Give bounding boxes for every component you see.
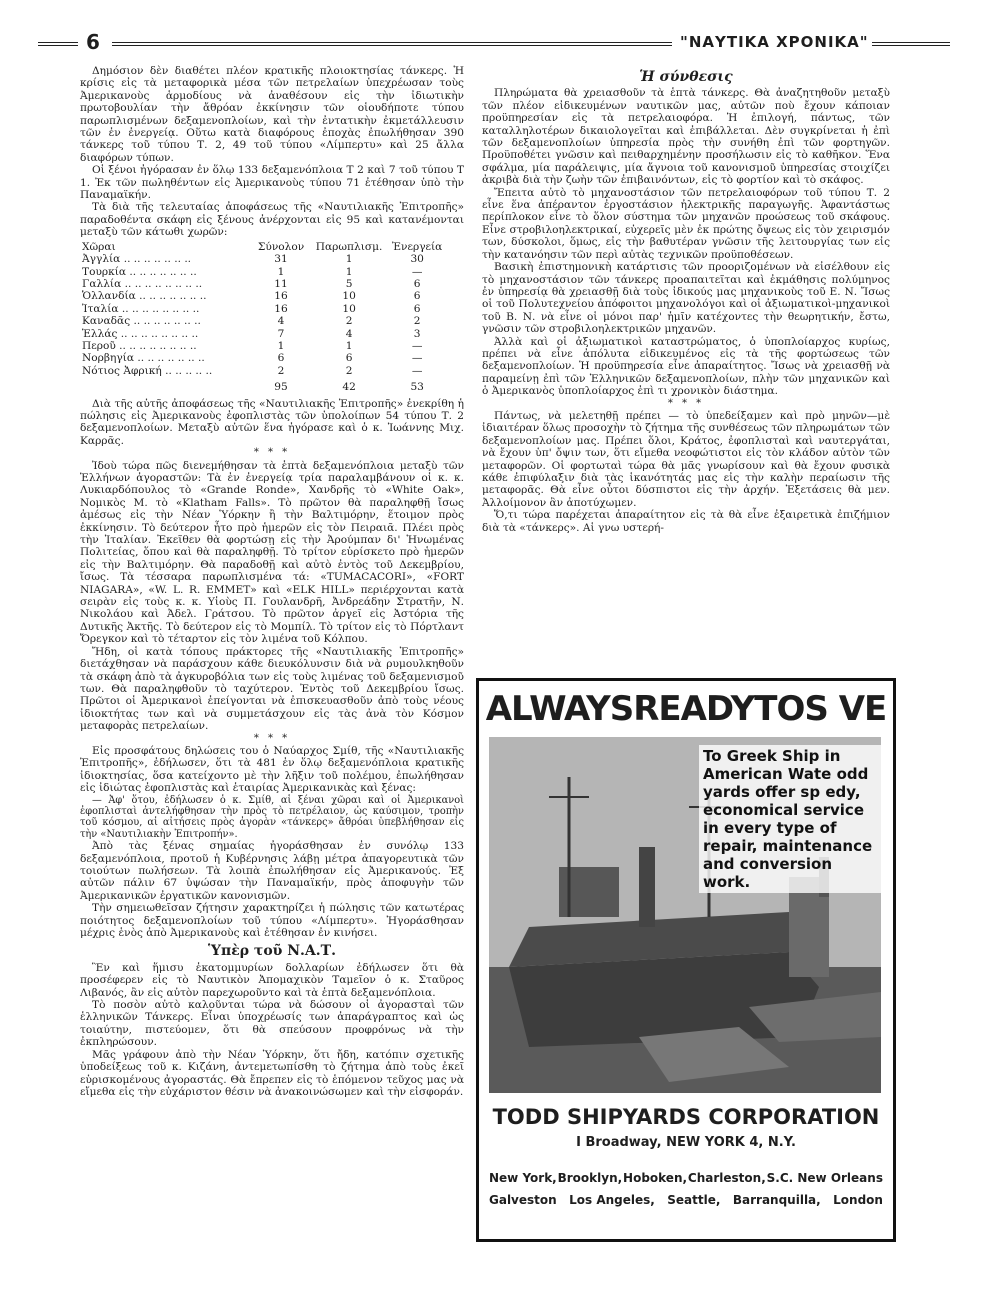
todd-shipyards-advertisement [476, 678, 896, 1242]
table-row [80, 315, 450, 327]
section-divider: * * * [667, 397, 705, 409]
header-rule [38, 42, 78, 46]
active-cell: 30 [410, 253, 424, 266]
total-sum: 95 [274, 381, 288, 394]
table-row [80, 253, 450, 265]
active-cell: — [411, 339, 423, 352]
country-cell: Ὁλλανδία .. .. .. .. .. .. .. [82, 290, 207, 303]
active-cell: 2 [413, 315, 421, 328]
city: Hoboken, [623, 1171, 688, 1185]
page-number: 6 [86, 30, 100, 54]
armed-cell: 6 [345, 352, 353, 365]
country-cell: Γαλλία .. .. .. .. .. .. .. .. [82, 277, 203, 290]
country-cell: Ἀγγλία .. .. .. .. .. .. .. [82, 253, 192, 266]
total-cell: 16 [274, 302, 288, 315]
table-row [80, 352, 450, 364]
section-divider: * * * [253, 447, 291, 459]
countries-table [80, 241, 450, 394]
quote-paragraph: — Ἀφ' ὅτου, ἐδήλωσεν ὁ κ. Σμίθ, αἱ ξέναι χῶραι καὶ οἱ Ἀμερικανοὶ ἐφοπλισταὶ ἀντελήφθησαν τὴν πρὸς τὸ πετρέλαιον, ὡς καύσιμον, τροπὴν τοῦ κόσμου, αἱ αἰτήσεις πρὸς ἀγορὰν «τάνκερς» ἄθρόαι ὑπεβλήθησαν εἰς τὴν «Ναυτιλιακὴν Ἐπιτροπήν». [80, 794, 464, 840]
subheading: Ὑπὲρ τοῦ Ν.Α.Τ. [208, 943, 336, 960]
active-sum: 53 [410, 381, 424, 394]
country-cell: Ἑλλάς .. .. .. .. .. .. .. .. [82, 327, 199, 340]
armed-cell: 1 [345, 265, 353, 278]
table-row [80, 303, 450, 315]
section-divider: * * * [253, 732, 291, 744]
total-cell: 7 [277, 327, 285, 340]
active-cell: 6 [413, 277, 421, 290]
armed-cell: 2 [345, 315, 353, 328]
active-cell: 3 [413, 327, 421, 340]
table-header-row [80, 241, 450, 253]
city: Los Angeles, [569, 1193, 655, 1207]
total-cell: 6 [277, 352, 285, 365]
table-row [80, 365, 450, 377]
section-heading: Ἡ σύνθεσις [639, 69, 733, 85]
paragraph: Ἰδοὺ τώρα πῶς διενεμήθησαν τὰ ἑπτὰ δεξαμενόπλοια μεταξὺ τῶν Ἑλλήνων ἀγοραστῶν: Τὰ ἐν ἐνεργείᾳ τρία παραλαμβάνουν οἱ κ. κ. Λυκιαρδόπουλος τὸ «Grande Ronde», Χανδρῆς τὸ «White Oak», Νομικὸς Μ. τὸ «Klatham Falls». Τὸ πρῶτον θὰ παραληφθῇ ἴσως ἀμέσως εἰς τὴν Νέαν Ὑόρκην ἢ τὴν Βαλτιμόρην, ἕτοιμον πρὸς ἐκκίνησιν. Τὸ δεύτερον ἦτο πρὸ ἡμερῶν εἰς τὸν Πειραιᾶ. Πλέει πρὸς τὴν Ἰταλίαν. Ἐκεῖθεν θὰ φορτώσῃ εἰς τὴν Ἀρούμπαν δι' Ἡνωμένας Πολιτείας, ὅπου καὶ θὰ παραληφθῇ. Τὸ τρίτον εὑρίσκετο πρὸ ἡμερῶν εἰς τὴν Βαλτιμόρην. Θὰ παραδοθῇ καὶ αὐτὸ ἐντὸς τοῦ Δεκεμβρίου, ἴσως. Τὰ τέσσαρα παρωπλισμένα τά: «TUMACACORI», «FORT NIAGARA», «W. L. R. EMMET» καὶ «ELK HILL» περιέρχονται κατὰ σειρὰν εἰς τοὺς κ. κ. Υἱοὺς Π. Γουλανδρῆ, Ἀνδρεάδην Στρατῆν, Ν. Νικολάου καὶ Ἀδελ. Γράτσου. Τὸ πρῶτον ἀργεῖ εἰς Ἀστόρια τῆς Δυτικῆς Ἀκτῆς. Τὸ δεύτερον εἰς τὸ Μομπίλ. Τὸ τρίτον εἰς τὸ Πόρτλαντ Ὄρεγκον καὶ τὸ τέταρτον εἰς τὸν λιμένα τοῦ Κόλπου. [80, 459, 464, 646]
column-header: Ἐνεργεία [392, 240, 443, 253]
table-row [80, 340, 450, 352]
active-cell: 6 [413, 290, 421, 303]
armed-cell: 1 [345, 339, 353, 352]
column-header: Σύνολον [257, 240, 305, 253]
paragraph: Ἀλλὰ καὶ οἱ ἀξιωματικοὶ καταστρώματος, ὁ ὑποπλοίαρχος κυρίως, πρέπει νὰ εἶνε ἀπόλυτα εἰδικευμένος εἰς τὰ τῆς φορτώσεως τῶν δεξαμενοπλοίων. Ἡ προϋπηρεσία εἶνε ἀπαραίτητος. Ἴσως νὰ χρειασθῇ νὰ παραμείνῃ ἐπὶ τῶν Ἑλληνικῶν δεξαμενοπλοίων, πλὴν τῶν μηχανικῶν καὶ ὁ Ἀμερικανὸς ὑποπλοίαρχος ἐπὶ τι χρονικὸν διάστημα. [482, 335, 890, 398]
paragraph: Οἱ ξένοι ἠγόρασαν ἐν ὅλῳ 133 δεξαμενόπλοια Τ 2 καὶ 7 τοῦ τύπου Τ 1. Ἐκ τῶν πωληθέντων εἰς Ἀμερικανοὺς τύπου 71 ἐτέθησαν ὑπὸ τὴν Παναμαϊκήν. [80, 164, 464, 202]
left-column [80, 65, 464, 1098]
total-cell: 1 [277, 265, 285, 278]
country-cell: Νότιος Ἀφρική .. .. .. .. .. [82, 364, 213, 377]
header-rule [112, 42, 672, 46]
ad-headline: ALWAYSREADYTOS VE [485, 689, 887, 729]
armed-cell: 1 [345, 253, 353, 266]
armed-cell: 10 [342, 302, 356, 315]
active-cell: 6 [413, 302, 421, 315]
paragraph: Τὴν σημειωθεῖσαν ζήτησιν χαρακτηρίζει ἡ πώλησις τῶν κατωτέρας ποιότητος δεξαμενοπλοίων τοῦ τύπου «Λίμπερτυ». Ἠγοράσθησαν μέχρις ἑνὸς ἀπὸ Ἀμερικανοὺς καὶ ἐτέθησαν ἐν κινήσει. [80, 902, 464, 940]
table-row [80, 266, 450, 278]
cities-line [489, 1189, 883, 1211]
page-header [30, 30, 950, 54]
active-cell: — [411, 265, 423, 278]
city: Seattle, [667, 1193, 721, 1207]
table-row [80, 290, 450, 302]
paragraph: Διὰ τῆς αὐτῆς ἀποφάσεως τῆς «Ναυτιλιακῆς Ἐπιτροπῆς» ἐνεκρίθη ἡ πώλησις εἰς Ἀμερικανοὺς ἐφοπλιστὰς τῶν ὑπολοίπων 54 τύπου Τ. 2 δεξαμενοπλοίων. Μεταξὺ αὐτῶν ἕνα ἠγόρασε καὶ ὁ κ. Ἰωάννης Μιχ. Καρρᾶς. [80, 397, 464, 447]
paragraph: Εἰς προσφάτους δηλώσεις του ὁ Ναύαρχος Σμίθ, τῆς «Ναυτιλιακῆς Ἐπιτροπῆς», ἐδήλωσεν, ὅτι τὰ 481 ἐν ὅλῳ δεξαμενόπλοια κρατικῆς ἰδιοκτησίας, ὅσα κατείχοντο μὲ τὴν λῆξιν τοῦ πολέμου, ἐπωλήθησαν εἰς ἰδιώτας ἐφοπλιστὰς καὶ ἑταιρίας Ἀμερικανικὰς καὶ ξένας: [80, 744, 464, 795]
city: London [833, 1193, 883, 1207]
paragraph: Δημόσιον δὲν διαθέτει πλέον κρατικῆς πλοιοκτησίας τάνκερς. Ἡ κρίσις εἰς τὰ μεταφορικὰ μέσα τῶν πετρελαίων ὑπεχρέωσαν τοὺς Ἀμερικανοὺς ἁρμοδίους νὰ ἀναθέσουν εἰς τὴν ἰδιωτικὴν πρωτοβουλίαν τὴν ἄθρόαν ἐκκίνησιν τῶν οἱουδήποτε τύπου παρωπλισμένων δεξαμενοπλοίων, καὶ τὴν ἐντατικὴν ἐκμετάλλευσιν τῶν ἐν ἐνεργείᾳ. Οὕτω κατὰ διαφόρους ἐποχὰς ἐπωλήθησαν 390 τάνκερς τοῦ τύπου Τ. 2, 49 τοῦ τύπου «Λίμπερτυ» καὶ 25 ἄλλα διαφόρων τύπων. [80, 65, 464, 164]
country-cell: Νορβηγία .. .. .. .. .. .. .. [82, 352, 205, 365]
city: Galveston [489, 1193, 557, 1207]
armed-cell: 5 [345, 277, 353, 290]
total-cell: 1 [277, 339, 285, 352]
office-cities [489, 1167, 883, 1211]
ship-photo [489, 737, 881, 1093]
paragraph: Ἔπειτα αὐτὸ τὸ μηχανοστάσιον τῶν πετρελαιοφόρων τοῦ τύπου Τ. 2 εἶνε ἕνα ἀπέραντον ἐργοστάσιον ἠλεκτρικῆς παραγωγῆς. Ἀφαντάστως περίπλοκον εἶνε τὸ ὅλον σύστημα τῶν μηχανῶν προώσεως τοῦ σκάφους. Εἶνε στροβιλοηλεκτρικαί, εὐχερεῖς μὲν ἐκ πρώτης ὄψεως εἰς τὸν χειρισμόν των, δύσκολοι, ὅμως, εἰς τὴν βαθυτέραν γνῶσιν τῆς λειτουργίας των εἰς τὴν κατανόησιν τῶν περὶ αὐτὰς τεχνικῶν προϋποθέσεων. [482, 186, 890, 261]
cities-line [489, 1167, 883, 1189]
total-cell: 16 [274, 290, 288, 303]
total-cell: 2 [277, 364, 285, 377]
right-column [482, 65, 890, 534]
paragraph: Τὸ ποσὸν αὐτὸ καλοῦνται τώρα νὰ δώσουν οἱ ἀγορασταὶ τῶν ἑλληνικῶν Τάνκερς. Εἶναι ὑποχρέωσίς των ἀπαράγραπτος καὶ ὡς τοιαύτην, πιστεύομεν, ὅτι θὰ σπεύσουν προφρόνως νὰ τὴν ἐκπληρώσουν. [80, 999, 464, 1049]
paragraph: Βασικὴ ἐπιστημονικὴ κατάρτισις τῶν προοριζομένων νὰ εἰσέλθουν εἰς τὸ μηχανοστάσιον τῶν τάνκερς προαπαιτεῖται καὶ ἐκμάθησις πολύμηνος ἐν ὑπηρεσίᾳ θὰ χρειασθῇ διὰ τοὺς ἰδικούς μας μηχανικοὺς τοῦ Ε. Ν. Ἴσως οἱ τοῦ Πολυτεχνείου ἀπόφοιτοι μηχανολόγοι καὶ οἱ ἀξιωματικοὶ-μηχανικοὶ τοῦ Β. Ν. νὰ εἶνε οἱ μόνοι παρ' ἡμῖν κατέχοντες τὴν θεωρητικήν, ἔστω, γνῶσιν τῶν στροβιλοηλεκτρικῶν μηχανῶν. [482, 261, 890, 336]
armed-cell: 10 [342, 290, 356, 303]
country-cell: Τουρκία .. .. .. .. .. .. .. [82, 265, 197, 278]
paragraph: Ἤδη, οἱ κατὰ τόπους πράκτορες τῆς «Ναυτιλιακῆς Ἐπιτροπῆς» διετάχθησαν νὰ παράσχουν κάθε διευκόλυνσιν διὰ νὰ ρυμουλκηθοῦν τὰ σκάφη ἀπὸ τὰ ἀγκυροβόλια των εἰς τοὺς λιμένας τοῦ δεξαμενισμοῦ των. Θὰ παραληφθοῦν τὸ ταχύτερον. Ἐντὸς τοῦ Δεκεμβρίου ἴσως. Πρῶτοι οἱ Ἀμερικανοὶ ἐπείγονται νὰ ἐπισκευασθοῦν ἀπὸ τοὺς νέους ἰδιοκτήτας των καὶ νὰ συμμετάσχουν εἰς τὰς ἀνὰ τὸν Κόσμον μεταφορὰς πετρελαίων. [80, 645, 464, 733]
table-row [80, 278, 450, 290]
ad-blurb: To Greek Ship in American Wate odd yards offer sp edy, economical service in every type of repair, maintenance and conversion work. [699, 745, 881, 893]
active-cell: — [411, 352, 423, 365]
total-cell: 4 [277, 315, 285, 328]
city: Barranquilla, [732, 1193, 821, 1207]
city: New York, [489, 1171, 557, 1185]
city: Charleston, [687, 1171, 766, 1185]
paragraph: Ὅ,τι τώρα παρέχεται ἀπαραίτητον εἰς τὰ θὰ εἶνε ἐξαιρετικὰ ἐπιζήμιον διὰ τὰ «τάνκερς». Αἱ γνω υστερή- [482, 509, 890, 534]
country-cell: Περοῦ .. .. .. .. .. .. .. .. [82, 339, 197, 352]
column-header: Χῶραι [82, 240, 116, 253]
publication-title: "ΝΑΥΤΙΚΑ ΧΡΟΝΙΚΑ" [680, 33, 869, 51]
header-rule [872, 42, 950, 46]
country-cell: Ἰταλία .. .. .. .. .. .. .. .. [82, 302, 200, 315]
total-cell: 11 [274, 277, 288, 290]
paragraph: Τὰ διὰ τῆς τελευταίας ἀποφάσεως τῆς «Ναυτιλιακῆς Ἐπιτροπῆς» παραδοθέντα σκάφη εἰς ξένους ἀνέρχονται εἰς 95 καὶ κατανέμονται μεταξὺ τῶν κάτωθι χωρῶν: [80, 201, 464, 239]
city: Brooklyn, [557, 1171, 623, 1185]
table-row [80, 328, 450, 340]
company-name: TODD SHIPYARDS CORPORATION [492, 1105, 880, 1129]
armed-sum: 42 [342, 381, 356, 394]
paragraph: Ἀπὸ τὰς ξένας σημαίας ἠγοράσθησαν ἐν συνόλῳ 133 δεξαμενόπλοια, προτοῦ ἡ Κυβέρνησις λάβῃ μέτρα ἀπαγορευτικὰ τῶν τοιούτων πωλήσεων. Τὰ λοιπὰ ἐπωλήθησαν εἰς Ἀμερικανούς. Ἐξ αὐτῶν πάλιν 67 ὑψώσαν τὴν Παναμαϊκήν, πρὸς ἀποφυγὴν τῶν Ἀμερικανικῶν ἐργατικῶν κανονισμῶν. [80, 840, 464, 902]
table-totals-row [80, 377, 450, 393]
column-header: Παρωπλισμ. [315, 240, 383, 253]
country-cell: Καναδᾶς .. .. .. .. .. .. .. [82, 315, 201, 328]
paragraph: Μᾶς γράφουν ἀπὸ τὴν Νέαν Ὑόρκην, ὅτι ἤδη, κατόπιν σχετικῆς ὑποδείξεως τοῦ κ. Κιζάνη, ἀντεμετωπίσθη τὸ ζήτημα ἀπὸ τοὺς ἐκεῖ εὑρισκομένους ἀγοραστάς. Θὰ ἔπρεπεν εἰς τὸ ἑπόμενον τεῦχος μας νὰ εἴμεθα εἰς τὴν εὐχάριστον θέσιν νὰ ἀνακοινώσωμεν καὶ τὴν εἰσφοράν. [80, 1048, 464, 1098]
armed-cell: 4 [345, 327, 353, 340]
company-address: I Broadway, NEW YORK 4, N.Y. [576, 1135, 796, 1150]
active-cell: — [411, 364, 423, 377]
paragraph: Πληρώματα θὰ χρειασθοῦν τὰ ἑπτὰ τάνκερς. Θὰ ἀναζητηθοῦν μεταξὺ τῶν πλέον εἰδικευμένων ναυτικῶν μας, αὐτῶν ποὺ ἔχουν κάποιαν προϋπηρεσίαν εἰς τὰ πετρελαιοφόρα. Ἡ ἐπιλογή, πάντως, τῶν καταλληλοτέρων δικαιολογεῖται καὶ ἐπιβάλλεται. Δὲν συγκρίνεται ἡ ἐπὶ τῶν δεξαμενοπλοίων ὑπηρεσία πρὸς τὴν συνήθη ἐπὶ τῶν φορτηγῶν. Προϋποθέτει γνῶσιν καὶ πειθαρχημένην προσήλωσιν εἰς τὸ καθῆκον. Ἕνα σφάλμα, μία παράλειψις, μία ἄγνοια τοῦ κανονισμοῦ ὑπηρεσίας στοιχίζει ἀκριβὰ διὰ τὴν ζωὴν τῶν ἐπιβαινόντων, εἰς τὸ φορτίον καὶ τὸ σκάφος. [482, 87, 890, 187]
armed-cell: 2 [345, 364, 353, 377]
paragraph: Ἓν καὶ ἥμισυ ἑκατομμυρίων δολλαρίων ἐδήλωσεν ὅτι θὰ προσέφερεν εἰς τὸ Ναυτικὸν Ἀπομαχικὸν Ταμεῖον ὁ κ. Σταῦρος Λιβανός, ἂν εἰς αὐτὸν παρεχωροῦντο καὶ τὰ ἑπτὰ δεξαμενόπλοια. [80, 961, 464, 999]
city: S.C. New Orleans [766, 1171, 883, 1185]
total-cell: 31 [274, 253, 288, 266]
paragraph: Πάντως, νὰ μελετηθῇ πρέπει — τὸ ὑπεδείξαμεν καὶ πρὸ μηνῶν—μὲ ἰδιαιτέραν ὅλως προσοχὴν τὸ ζήτημα τῆς συνθέσεως τῶν πληρωμάτων τῶν δεξαμενοπλοίων μας. Πρέπει ὅλοι, Κράτος, ἐφοπλισταὶ καὶ ναυτεργάται, νὰ ἔχουν ὑπ' ὄψιν των, ὅτι εἴμεθα νεοφώτιστοι εἰς τὸν κλάδον αὐτὸν τῶν μεταφορῶν. Οἱ φορτωταὶ τώρα θὰ μᾶς γνωρίσουν καὶ θὰ ἔχουν φυσικὰ κάθε ἐπιφύλαξιν διὰ τὰς ἱκανότητάς μας εἰς τὴν καλὴν περαίωσιν τῆς μεταφορᾶς. Θὰ εἶνε οὗτοι δύσπιστοι εἰς τὴν ἀρχήν. Ἐξετάσεις θὰ μεν. Ἀλλοίμονον ἂν ἀποτύχωμεν. [482, 409, 890, 509]
